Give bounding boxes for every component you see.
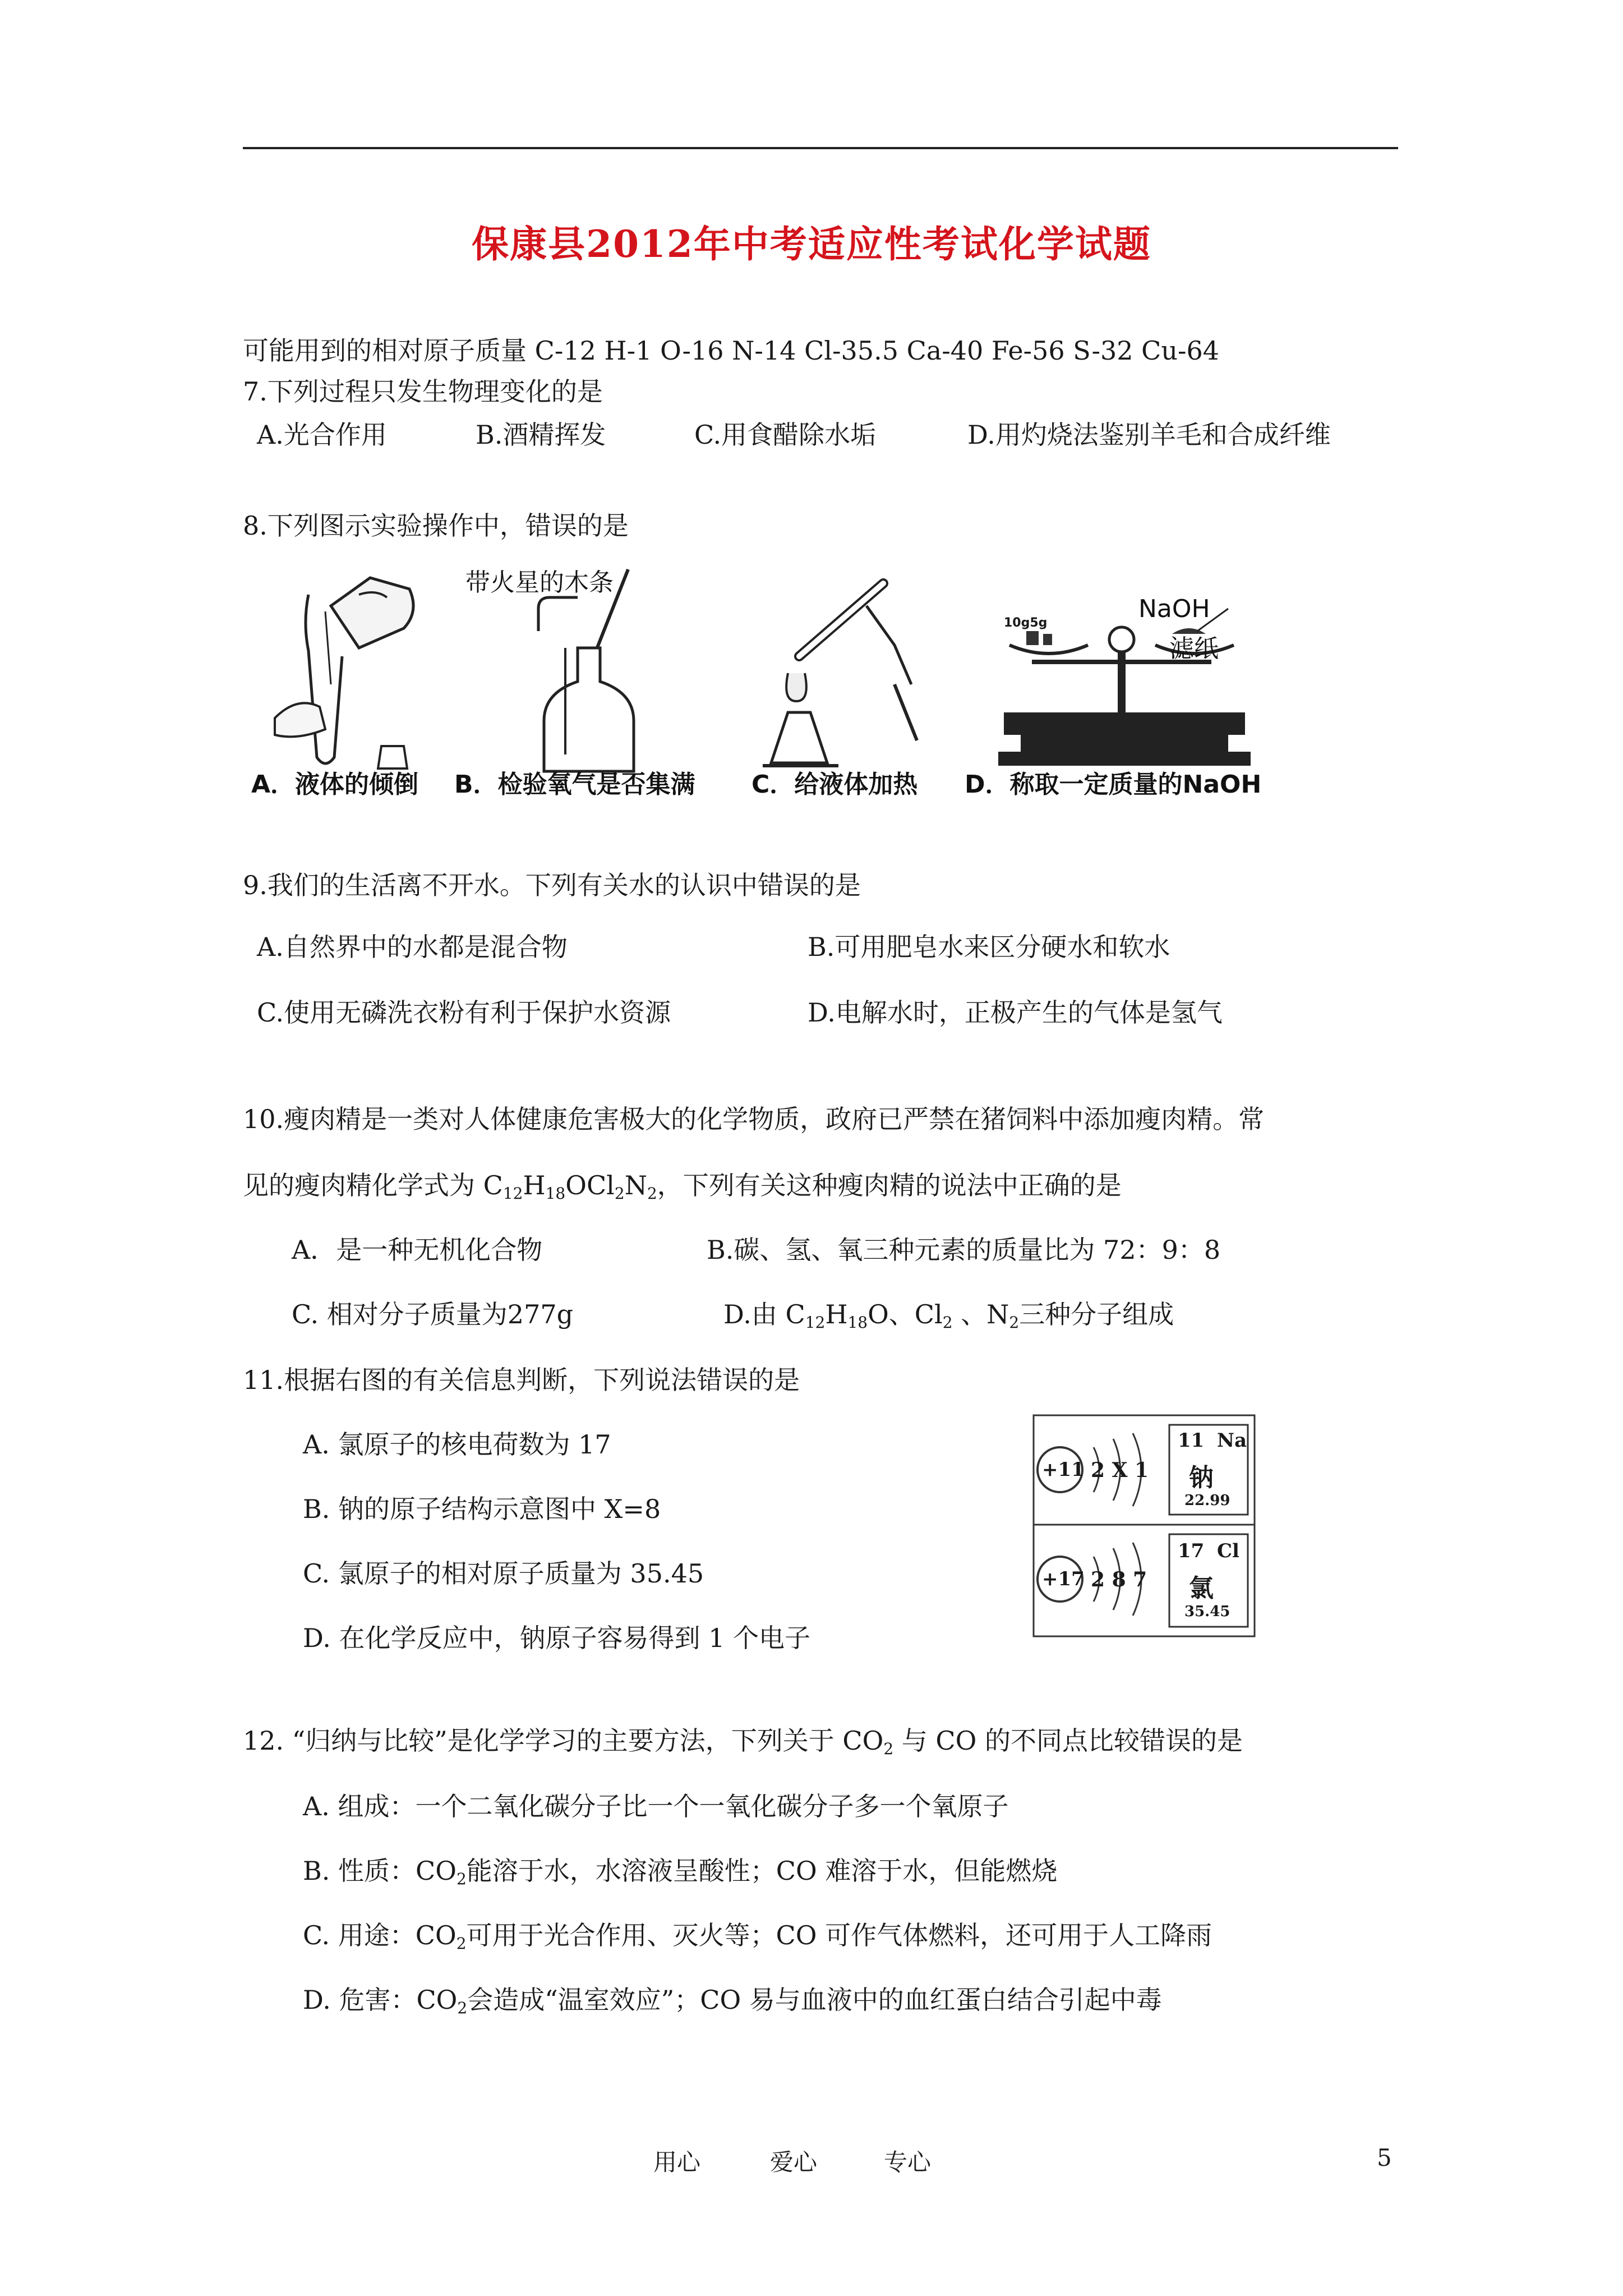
na-number: 11 (1178, 1429, 1205, 1452)
q10-option-c: C. 相对分子质量为277g (292, 1299, 574, 1329)
cl-symbol: Cl (1217, 1540, 1239, 1562)
page-title: 保康县2012年中考适应性考试化学试题 (472, 222, 1151, 266)
cl-mass: 35.45 (1184, 1603, 1230, 1620)
q9-option-c: C.使用无磷洗衣粉有利于保护水资源 (257, 997, 671, 1028)
header-rule (243, 147, 1398, 149)
cl-name: 氯 (1189, 1574, 1214, 1603)
figure-a-caption: A．液体的倾倒 (251, 770, 419, 799)
atomic-masses: 可能用到的相对原子质量 C-12 H-1 O-16 N-14 Cl-35.5 Ca-40 Fe-56 S-32 Cu-64 (243, 335, 1220, 366)
footer-motto-1: 用心 (653, 2148, 701, 2176)
footer-motto-3: 专心 (884, 2148, 932, 2176)
na-name: 钠 (1189, 1464, 1214, 1492)
question-9-stem: 9.我们的生活离不开水。下列有关水的认识中错误的是 (243, 870, 861, 900)
question-7-stem: 7.下列过程只发生物理变化的是 (243, 376, 603, 407)
figure-d-caption: D．称取一定质量的NaOH (965, 770, 1262, 799)
q7-option-c: C.用食醋除水垢 (694, 420, 877, 450)
q10-option-d: D.由 $C_{12}H_{18}O$、$Cl_2$ 、$N_2$三种分子组成 (723, 1299, 1174, 1332)
page-number: 5 (1377, 2144, 1392, 2171)
question-11-stem: 11.根据右图的有关信息判断，下列说法错误的是 (243, 1365, 800, 1395)
figure-b-caption: B．检验氧气是否集满 (454, 770, 695, 799)
naoh-label: NaOH (1138, 595, 1210, 623)
cl-nucleus: +17 (1042, 1568, 1085, 1590)
q7-option-d: D.用灼烧法鉴别羊毛和合成纤维 (967, 420, 1331, 450)
question-12-stem: 12. “归纳与比较”是化学学习的主要方法，下列关于 $CO_2$ 与 CO 的不同点比较错误的是 (243, 1726, 1243, 1758)
q12-option-d: D. 危害：$CO_2$会造成“温室效应”；CO 易与血液中的血红蛋白结合引起中毒 (303, 1985, 1162, 2017)
q12-option-a: A. 组成：一个二氧化碳分子比一个一氧化碳分子多一个氧原子 (303, 1791, 1009, 1821)
weights-label: 10g5g (1004, 616, 1048, 630)
na-symbol: Na (1217, 1429, 1247, 1452)
figure-liquid-pouring (264, 572, 437, 780)
cl-shells: 2 8 7 (1091, 1568, 1147, 1591)
figure-c-caption: C．给液体加热 (751, 770, 918, 799)
q11-option-c: C. 氯原子的相对原子质量为 35.45 (303, 1558, 704, 1589)
q11-option-b: B. 钠的原子结构示意图中 X=8 (303, 1494, 661, 1524)
figure-balance-weighing (987, 578, 1279, 769)
cl-number: 17 (1178, 1540, 1205, 1562)
q9-option-b: B.可用肥皂水来区分硬水和软水 (808, 932, 1170, 962)
q11-option-d: D. 在化学反应中，钠原子容易得到 1 个电子 (303, 1623, 810, 1653)
q9-option-d: D.电解水时，正极产生的气体是氢气 (808, 997, 1223, 1028)
q7-option-b: B.酒精挥发 (476, 420, 606, 450)
footer-motto-2: 爱心 (770, 2148, 818, 2176)
q10-option-b: B.碳、氢、氧三种元素的质量比为 72：9：8 (707, 1235, 1221, 1265)
question-10-line2: 见的瘦肉精化学式为 $C_{12}H_{18}OCl_2N_2$，下列有关这种瘦肉精的说法中正确的是 (243, 1170, 1122, 1203)
na-mass: 22.99 (1184, 1492, 1230, 1509)
q7-option-a: A.光合作用 (257, 420, 387, 450)
q11-option-a: A. 氯原子的核电荷数为 17 (303, 1429, 611, 1460)
q9-option-a: A.自然界中的水都是混合物 (257, 932, 568, 962)
question-10-line1: 10.瘦肉精是一类对人体健康危害极大的化学物质，政府已严禁在猪饲料中添加瘦肉精。常 (243, 1104, 1265, 1134)
splint-note: 带火星的木条 (465, 568, 614, 597)
na-shells: 2 X 1 (1091, 1458, 1149, 1482)
figure-liquid-heating (754, 572, 939, 780)
q10-option-a: A．是一种无机化合物 (292, 1235, 543, 1265)
na-nucleus: +11 (1042, 1458, 1085, 1481)
q12-option-b: B. 性质：$CO_2$能溶于水，水溶液呈酸性；CO 难溶于水，但能燃烧 (303, 1856, 1058, 1888)
filter-paper-label: 滤纸 (1169, 634, 1219, 663)
question-8-stem: 8.下列图示实验操作中，错误的是 (243, 510, 629, 541)
q12-option-c: C. 用途：$CO_2$可用于光合作用、灭火等；CO 可作气体燃料，还可用于人工降雨 (303, 1920, 1212, 1953)
